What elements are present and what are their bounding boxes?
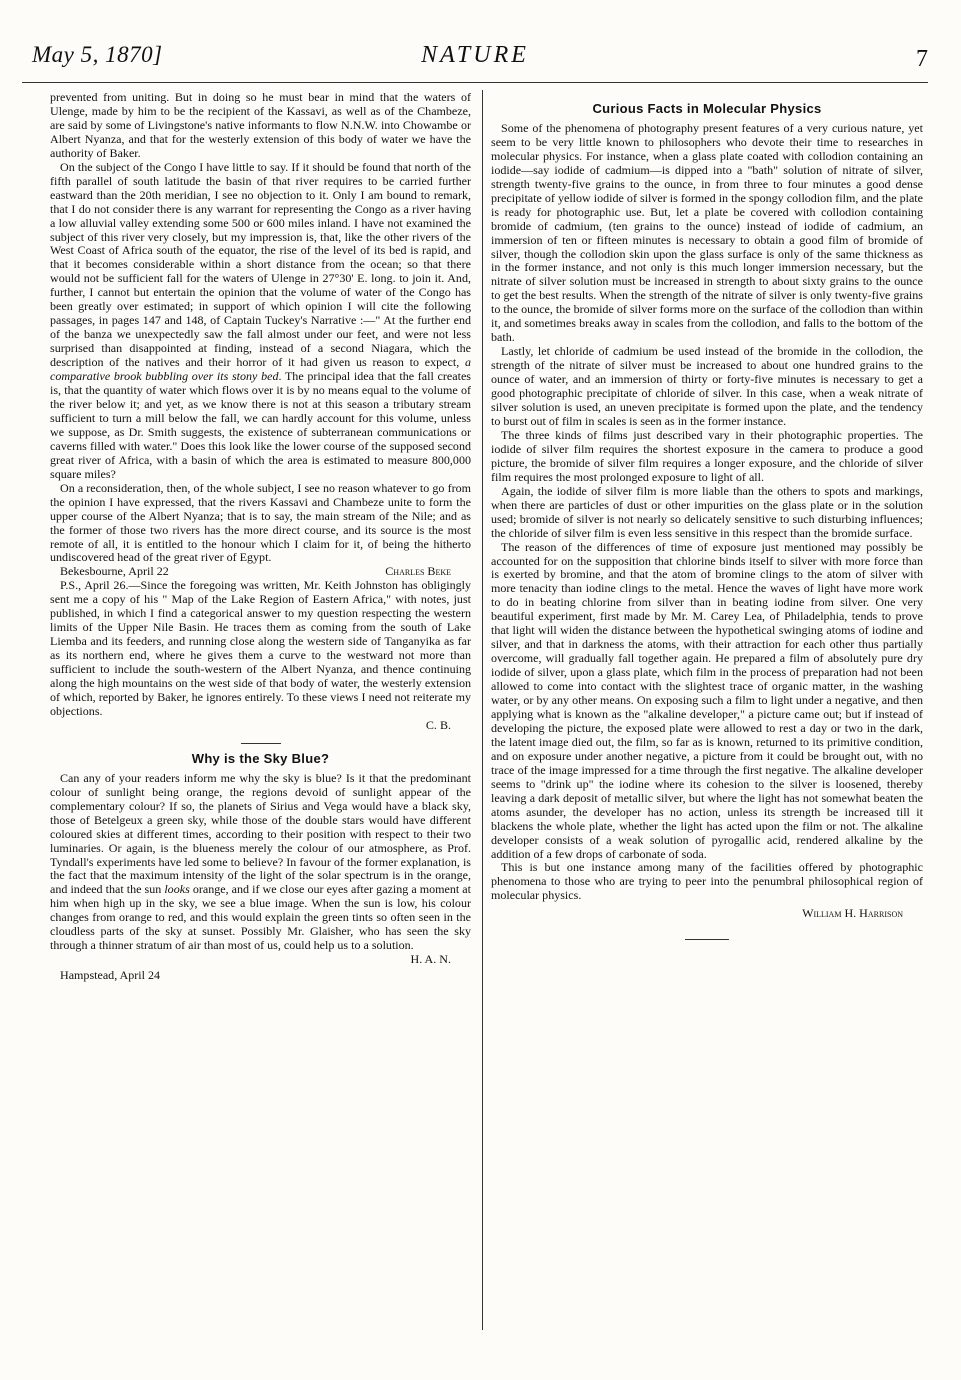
- place-date: Bekesbourne, April 22: [60, 564, 169, 579]
- paragraph: [50, 161, 471, 482]
- paragraph: This is but one instance among many of the facilities offered by photographic phenomena to those who are trying to peer into the penumbral philosophical region of molecular physics.: [491, 860, 923, 903]
- paragraph: [50, 772, 471, 953]
- paragraph: Lastly, let chloride of cadmium be used instead of the bromide in the collodion, the strength of the nitrate of silver must be increased to about one hundred grains to the ounce of water, and an immersion of thirty or forty-five minutes is necessary to get a good photographic precipitate of chloride of silver. In this case, when a weak nitrate of silver solution is used, an uneven precipitate is formed upon the plate, and the tendency to burst out of film in scales is seen as in the former instance.: [491, 344, 923, 428]
- page-number: 7: [916, 46, 928, 72]
- text-run: Can any of your readers inform me why the sky is blue? Is it that the predominant colour of sunlight being orange, the regions devoid of sunlight appear of the complementary colour? If so, the planets of Sirius and Vega would have a black sky, those of Betelgeux a green sky, while those of the double stars would have different coloured skies at different times, according to their position with respect to their two luminaries. Or again, is the blueness merely the colour of our atmosphere, as Prof. Tyndall's experiments have led some to believe? In favour of the former explanation, is the fact that the maximum intensity of the light of the solar spectrum is in the orange, and indeed that the sun: [50, 770, 471, 897]
- article-title: Curious Facts in Molecular Physics: [592, 101, 822, 116]
- paragraph: The three kinds of films just described vary in their photographic properties. The iodide of silver film requires the shortest exposure in the camera to produce a good picture, the bromide of silver film requires a longer exposure, and the chloride of silver film requires the most prolonged exposure to light of all.: [491, 427, 923, 484]
- journal-title: NATURE: [421, 42, 529, 68]
- column-divider: [482, 90, 483, 1330]
- place-date: Hampstead, April 24: [60, 968, 161, 983]
- text-run: On the subject of the Congo I have little to say. If it should be found that north of the fifth parallel of south latitude the basin of that river requires to be carried further eastward than the 20th meridian, I see no objection to it. Only I am bound to remark, that I do not consider there is any warrant for representing the Congo as a river having a low alluvial valley extending some 500 or 600 miles inland. I have not examined the subject of this river very closely, but my impression is, that, like the other rivers of the West Coast of Africa south of the equator, the rise of the level of its bed is rapid, and that it becomes considerable within a short distance from the ocean; so that there would not be sufficient fall for the waters of Ulenge in 27°30' E. long. to join it. And, further, I cannot but entertain the opinion that the volume of water of the Congo has been greatly over estimated; in support of which opinion I will cite the following passages, in pages 147 and 148, of Captain Tuckey's Narrative :—" At the further end of the banza we unexpectedly saw the fall almost under our feet, and were not less surprised than disappointed at finding, instead of a second Niagara, which the description of the natives and their horror of it had given us reason to expect,: [50, 159, 471, 370]
- paragraph: prevented from uniting. But in doing so he must bear in mind that the waters of Ulenge, made by him to be the recipient of the Kassavi, as well as of the Chambeze, are said by some of Livingstone's native informants to flow N.N.W. into Chowambe or Albert Nyanza, and that for the westerly extension of this body of water we have the authority of Baker.: [50, 90, 471, 160]
- signature-line: [50, 565, 471, 579]
- left-column: [50, 91, 471, 983]
- article-title: Why is the Sky Blue?: [191, 750, 330, 766]
- issue-date: May 5, 1870]: [32, 42, 163, 67]
- paragraph: Some of the phenomena of photography present features of a very curious nature, yet seem to be very little known to philosophers who devote their time to researches in molecular physics. For instance, when a glass plate coated with collodion containing an iodide—say iodide of cadmium—is dipped into a "bath" solution of nitrate of silver, strength twenty-five grains to the ounce, in from three to four minutes a good dense precipitate of yellow iodide of silver is formed in the spongy collodion film, and the plate is ready for photographic use. But, let a plate be covered with collodion containing bromide of cadmium, (ten grains to the ounce) instead of iodide of cadmium, an immersion of ten or fifteen minutes is necessary to obtain a good film of bromide of silver, though the collodion skin upon the glass surface is only of the same thickness as in the former instance, and not only is this much longer immersion necessary, but the nitrate of silver solution must be increased in strength to about sixty grains to the ounce to get the best results. When the strength of the nitrate of silver is only twenty-five grains to the ounce, the bromide of silver forms more on the surface of the collodion than within it, and sometimes breaks away in scales from the collodion, and falls to the bottom of the bath.: [491, 120, 923, 345]
- section-rule: [241, 743, 281, 744]
- postscript: P.S., April 26.—Since the foregoing was written, Mr. Keith Johnston has obligingly sent me a copy of his " Map of the Lake Region of Eastern Africa," with notes, just published, in which I find a categorical answer to my question respecting the western limits of the Upper Nile Basin. He traces them as coming from the south of Lake Liemba and its feeders, and running close along the western side of Tanganyika as far as its northern end, where he gives them a curve to the westward not more than sufficient to include the south-western of the Albert Nyanza, and thence continuing along the high mountains on the west side of that body of water, the westerly extension of which, reported by Baker, he ignores entirely. To these views I need not reiterate my objections.: [50, 578, 471, 718]
- letter-signature: H. A. N.: [410, 952, 451, 967]
- quoted-phrase: a comparative brook bubbling over its stony bed: [50, 355, 471, 384]
- paragraph: The reason of the differences of time of exposure just mentioned may possibly be accounted for on the supposition that chlorine binds itself to silver with more force than is exerted by bromine, and that the atom of bromine clings to the atom of silver with more tenacity than iodine clings to the metal. Hence the waves of light have more work to do in beating chlorine from silver than in beating iodine from silver. One very beautiful experiment, first made by Mr. M. Carey Lea, of Philadelphia, tends to prove that light will widen the distance between the hypothetical swinging atoms of iodine and silver, and that in darkness the atoms, with their attraction for each other thus partially overcome, will gradually fall together again. He prepared a film of absolutely pure dry iodide of silver, upon a glass plate, which film in the process of preparation had not been allowed to come into contact with the slightest trace of organic matter, in the washing water, or by any other means. On exposing such a film to light under a negative, and then applying what is known as the "alkaline developer," a picture came out; but if instead of developing the picture, the exposed plate were allowed to rest a day or two in the dark, the latent image died out, the film, so far as is known, returned to its primitive condition, and on exposure under another negative, a picture from it could be brought out, with no trace of the image impressed for a time through the first negative. The alkaline developer seems to "drink up" the iodine where its cohesion to the silver is loosened, thereby leaving a dark deposit of metallic silver, but where the light has not somewhat beaten the atoms asunder, the developer has no action, unless its strength be increased till it blackens the whole plate, whether the light has acted upon the film or not. The alkaline developer consists of a weak solution of pyrogallic acid, rendered alkaline by the addition of a few drops of carbonate of soda.: [491, 539, 923, 861]
- paragraph: On a reconsideration, then, of the whole subject, I see no reason whatever to go from the opinion I have expressed, that the rivers Kassavi and Chambeze unite to form the upper course of the Albert Nyanza; that is to say, the main stream of the Nile; and as the former of those two rivers has the more direct course, and its source is the most remote of all, it is entitled to the honour which I claim for it, of being the hitherto undiscovered head of the great river of Egypt.: [50, 480, 471, 565]
- postscript-signature: C. B.: [425, 717, 451, 732]
- paragraph: Again, the iodide of silver film is more liable than the others to spots and markings, when there are particles of dust or other impurities on the glass plate or in the solution used; bromide of silver is not nearly so delicately sensitive to such disturbing influences; the chloride of silver film is even less sensitive in this respect than the bromide surface.: [491, 483, 923, 540]
- page-header: [22, 40, 928, 74]
- author-name: Charles Beke: [385, 564, 451, 579]
- author-name: William H. Harrison: [802, 906, 903, 921]
- right-column: [491, 100, 923, 940]
- text-run: orange, and if we close our eyes after gazing a moment at him when high up in the sky, we see a blue image. When the sun is low, his colour changes from orange to red, and this would explain the green tints so often seen in the cloudless parts of the sky at sunset. Possibly Mr. Glaisher, who has seen the sky through a thinner stratum of air than most of us, could help us to a solution.: [50, 882, 471, 953]
- end-rule: [685, 939, 729, 940]
- header-rule: [22, 82, 928, 83]
- emphasis: looks: [164, 882, 190, 897]
- text-run: . The principal idea that the fall creates is, that the quantity of water which flows over it is by no means equal to the volume of the river below it; and yet, as we know there is not at this season a tributary stream sufficient to turn a mill below the fall, we can hardly account for this volume, unless we suppose, as Dr. Smith suggests, the existence of subterranean communications or caverns filled with water." Does this look like the lower course of the supposed second great river of Africa, with a basin of which the area is estimated to measure 800,000 square miles?: [50, 369, 471, 481]
